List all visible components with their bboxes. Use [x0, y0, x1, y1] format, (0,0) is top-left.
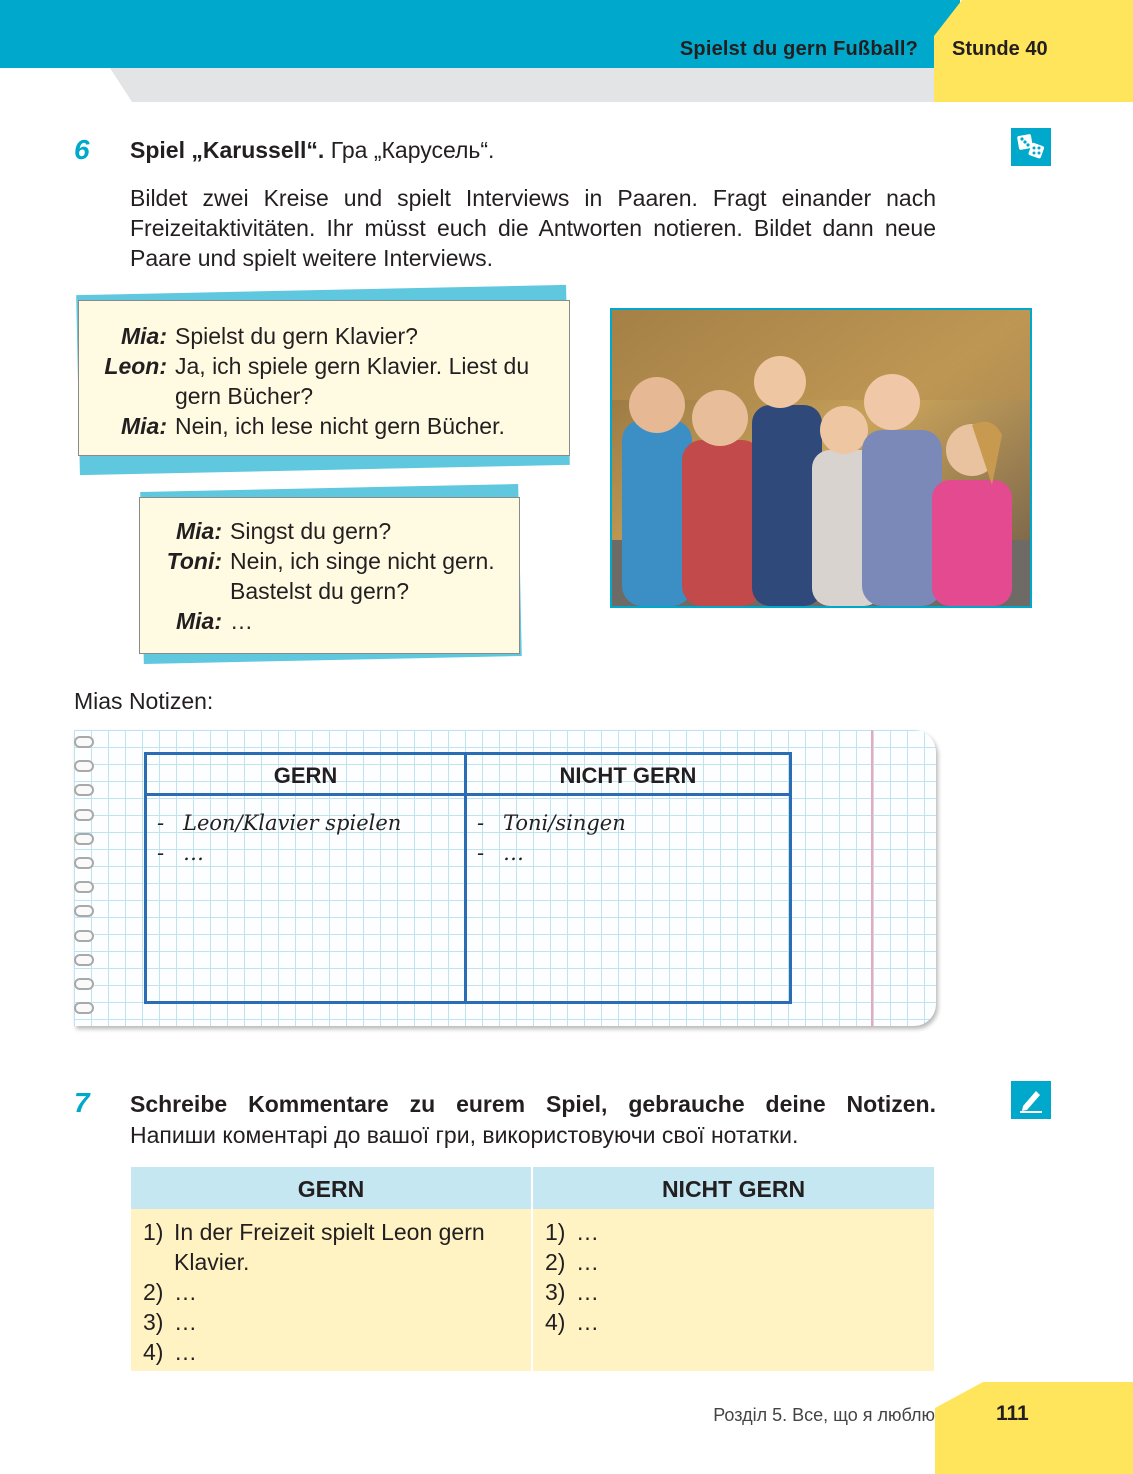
- list-item: 2) …: [143, 1279, 197, 1305]
- dialogue-line: [154, 546, 507, 606]
- speaker: Mia:: [121, 323, 167, 349]
- dialogue-line: [93, 351, 557, 411]
- speaker: Mia:: [121, 413, 167, 439]
- list-item: 4) …: [545, 1309, 599, 1335]
- list-item: - …: [477, 841, 524, 865]
- column-header: NICHT GERN: [467, 755, 789, 796]
- list-item: 1) In der Freizeit spielt Leon gern Klavier.: [143, 1219, 485, 1275]
- line-text: Nein, ich singe nicht gern. Bastelst du gern?: [230, 548, 495, 604]
- lesson-label: Stunde 40: [952, 38, 1048, 60]
- page-title: Spielst du gern Fußball?: [679, 38, 918, 60]
- task6-title-de: Spiel „Karussell“.: [130, 137, 325, 163]
- list-item: 3) …: [143, 1309, 197, 1335]
- chapter-footer: Розділ 5. Все, що я люблю: [713, 1405, 935, 1425]
- list-item: - Leon/Klavier spielen: [157, 811, 402, 835]
- task-number-7: 7: [74, 1087, 90, 1118]
- page-number-tab: [935, 1382, 1133, 1474]
- dice-icon: [1011, 128, 1051, 166]
- children-photo: [610, 308, 1032, 608]
- task-number-6: 6: [74, 134, 90, 165]
- answer-table: [131, 1167, 934, 1371]
- notebook-rings: [74, 736, 96, 1026]
- list-item: 1) …: [545, 1219, 599, 1245]
- speaker: Leon:: [104, 353, 167, 379]
- pencil-icon: [1011, 1081, 1051, 1119]
- notes-label: Mias Notizen:: [74, 688, 214, 714]
- dialogue-line: [154, 516, 507, 546]
- list-item: 4) …: [143, 1339, 197, 1365]
- column-header: GERN: [147, 755, 464, 796]
- speaker: Mia:: [176, 608, 222, 634]
- list-item: - Toni/singen: [477, 811, 626, 835]
- dialogue-line: [93, 321, 557, 351]
- dialogue2-box: [139, 497, 520, 654]
- notebook: [74, 730, 936, 1026]
- notebook-margin-line: [871, 730, 873, 1026]
- list-item: 3) …: [545, 1279, 599, 1305]
- speaker: Toni:: [166, 548, 222, 574]
- dialogue-line: [154, 606, 507, 636]
- line-text: Nein, ich lese nicht gern Bücher.: [175, 413, 505, 439]
- notes-column-nicht-gern: [467, 755, 789, 1001]
- column-header: NICHT GERN: [533, 1167, 934, 1209]
- answer-column-gern: [131, 1209, 531, 1371]
- speaker: Mia:: [176, 518, 222, 544]
- task7-title-de: Schreibe Kommentare zu eurem Spiel, gebrauche deine Notizen.: [130, 1091, 936, 1117]
- line-text: Ja, ich spiele gern Klavier. Liest du gern Bücher?: [175, 353, 530, 409]
- task7-title-uk: Напиши коментарі до вашої гри, використовуючи свої нотатки.: [130, 1122, 799, 1148]
- notes-column-gern: [147, 755, 467, 1001]
- list-item: 2) …: [545, 1249, 599, 1275]
- line-text: Spielst du gern Klavier?: [175, 323, 418, 349]
- dialogue1-box: [78, 300, 570, 456]
- answer-column-nicht-gern: [533, 1209, 934, 1371]
- dialogue-line: [93, 411, 557, 441]
- task6-instructions: Bildet zwei Kreise und spielt Interviews in Paaren. Fragt einander nach Freizeitaktivitäten. Ihr müsst euch die Antworten notieren. Bildet dann neue Paare und spielt weitere Interviews.: [130, 185, 936, 271]
- header-shadow: [110, 68, 960, 102]
- line-text: …: [230, 608, 253, 634]
- notes-table: [144, 752, 792, 1004]
- page-number: 111: [996, 1402, 1029, 1425]
- line-text: Singst du gern?: [230, 518, 392, 544]
- column-header: GERN: [131, 1167, 531, 1209]
- task6-title: [130, 137, 494, 164]
- task7-title: [130, 1089, 936, 1151]
- task6-title-uk: Гра „Карусель“.: [330, 137, 495, 163]
- list-item: - …: [157, 841, 204, 865]
